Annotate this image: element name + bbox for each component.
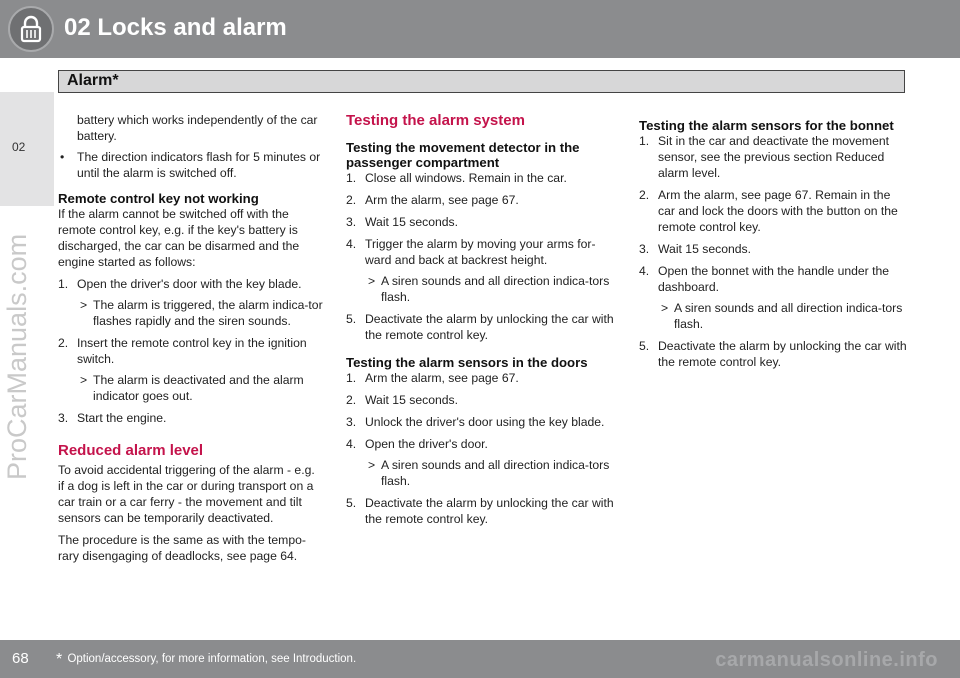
movement-detector-heading: Testing the movement detector in the passenger compartment (346, 140, 580, 170)
bonnet-sensors-heading: Testing the alarm sensors for the bonnet (639, 118, 894, 133)
result-text: The alarm is deactivated and the alarm indicator goes out. (93, 373, 304, 403)
result-arrow-icon: > (80, 373, 88, 387)
step-item (346, 392, 616, 408)
step-number: 2. (58, 336, 69, 350)
step-text: Open the driver's door. (365, 437, 488, 451)
chapter-title: 02 Locks and alarm (64, 14, 287, 41)
step-number: 3. (639, 242, 650, 256)
step-item (346, 436, 616, 489)
step-item (346, 370, 616, 386)
step-item (639, 338, 909, 370)
section-title: Alarm* (67, 72, 119, 89)
step-item (639, 133, 909, 181)
step-item (346, 192, 616, 208)
step-number: 3. (58, 411, 69, 425)
result-arrow-icon: > (368, 274, 376, 288)
step-text: Deactivate the alarm by unlocking the car with the remote control key. (365, 312, 614, 342)
step-result (77, 372, 324, 404)
step-number: 2. (346, 193, 357, 207)
step-result (365, 273, 616, 305)
step-number: 1. (639, 134, 650, 148)
reduced-alarm-paragraph-1: To avoid accidental triggering of the alarm - e.g. if a dog is left in the car or during transport on a car train or a car ferry - the movement and tilt sensors can be temporarily deactivated. (58, 463, 315, 525)
step-text: Arm the alarm, see page 67. (365, 193, 519, 207)
chapter-side-tab (0, 92, 54, 206)
step-text: Wait 15 seconds. (365, 215, 459, 229)
bullet-item (58, 149, 324, 181)
step-number: 1. (346, 371, 357, 385)
step-item (639, 187, 909, 235)
step-item (346, 414, 616, 430)
result-arrow-icon: > (368, 458, 376, 472)
step-item (346, 170, 616, 186)
step-text: Insert the remote control key in the ignition switch. (77, 336, 307, 366)
step-number: 5. (346, 496, 357, 510)
step-number: 4. (346, 437, 357, 451)
step-text: Close all windows. Remain in the car. (365, 171, 567, 185)
step-text: Sit in the car and deactivate the movement sensor, see the previous section Reduced alarm level. (658, 134, 890, 180)
section-bar (58, 70, 905, 93)
step-item (58, 410, 324, 426)
side-tab-label: 02 (12, 140, 26, 154)
step-item (346, 236, 616, 305)
footer-watermark: carmanualsonline.info (715, 649, 938, 671)
movement-steps (346, 170, 616, 343)
step-number: 3. (346, 415, 357, 429)
remote-key-heading: Remote control key not working (58, 191, 259, 206)
step-number: 1. (58, 277, 69, 291)
step-text: Wait 15 seconds. (365, 393, 459, 407)
column-3 (639, 112, 909, 370)
result-text: A siren sounds and all direction indica-tors flash. (674, 301, 903, 331)
step-text: Arm the alarm, see page 67. Remain in the car and lock the doors with the button on the remote control key. (658, 188, 898, 234)
column-1 (58, 112, 324, 564)
chapter-header (0, 0, 960, 58)
column-2 (346, 112, 616, 527)
step-number: 4. (346, 237, 357, 251)
step-text: Start the engine. (77, 411, 167, 425)
bullet-text: The direction indicators flash for 5 minutes or until the alarm is switched off. (77, 150, 321, 180)
continuation-text: battery which works independently of the car battery. (77, 113, 318, 143)
bonnet-steps (639, 133, 909, 370)
footnote (56, 651, 356, 669)
step-item (639, 263, 909, 332)
result-arrow-icon: > (80, 298, 88, 312)
testing-alarm-heading: Testing the alarm system (346, 112, 525, 129)
step-number: 1. (346, 171, 357, 185)
door-steps (346, 370, 616, 527)
step-result (365, 457, 616, 489)
step-item (58, 276, 324, 329)
step-number: 2. (346, 393, 357, 407)
step-text: Deactivate the alarm by unlocking the car with the remote control key. (658, 339, 907, 369)
remote-key-steps (58, 276, 324, 426)
bullet-dot-icon: • (60, 150, 65, 164)
step-text: Arm the alarm, see page 67. (365, 371, 519, 385)
page-footer (0, 640, 960, 678)
step-item (346, 214, 616, 230)
result-text: A siren sounds and all direction indica-tors flash. (381, 274, 610, 304)
step-number: 4. (639, 264, 650, 278)
site-watermark: ProCarManuals.com (2, 233, 32, 480)
step-result (658, 300, 909, 332)
result-arrow-icon: > (661, 301, 669, 315)
step-text: Wait 15 seconds. (658, 242, 752, 256)
page-number: 68 (12, 650, 29, 667)
step-text: Deactivate the alarm by unlocking the car with the remote control key. (365, 496, 614, 526)
step-item (639, 241, 909, 257)
step-number: 5. (346, 312, 357, 326)
footnote-text: Option/accessory, for more information, see Introduction. (67, 653, 357, 665)
reduced-alarm-heading: Reduced alarm level (58, 442, 204, 459)
step-text: Unlock the driver's door using the key blade. (365, 415, 605, 429)
step-item (58, 335, 324, 404)
result-text: A siren sounds and all direction indica-tors flash. (381, 458, 610, 488)
reduced-alarm-paragraph-2: The procedure is the same as with the tempo-rary disengaging of deadlocks, see page 64. (58, 533, 306, 563)
step-text: Trigger the alarm by moving your arms for-ward and back at backrest height. (365, 237, 596, 267)
step-number: 5. (639, 339, 650, 353)
step-number: 2. (639, 188, 650, 202)
step-result (77, 297, 324, 329)
step-text: Open the driver's door with the key blade. (77, 277, 302, 291)
result-text: The alarm is triggered, the alarm indica-tor flashes rapidly and the siren sounds. (93, 298, 323, 328)
step-number: 3. (346, 215, 357, 229)
step-item (346, 311, 616, 343)
step-text: Open the bonnet with the handle under the dashboard. (658, 264, 890, 294)
footnote-star: * (56, 651, 63, 668)
remote-key-intro: If the alarm cannot be switched off with the remote control key, e.g. if the key's battery is discharged, the car can be disarmed and the engine started as follows: (58, 207, 300, 269)
step-item (346, 495, 616, 527)
lock-icon (8, 6, 54, 52)
door-sensors-heading: Testing the alarm sensors in the doors (346, 355, 588, 370)
